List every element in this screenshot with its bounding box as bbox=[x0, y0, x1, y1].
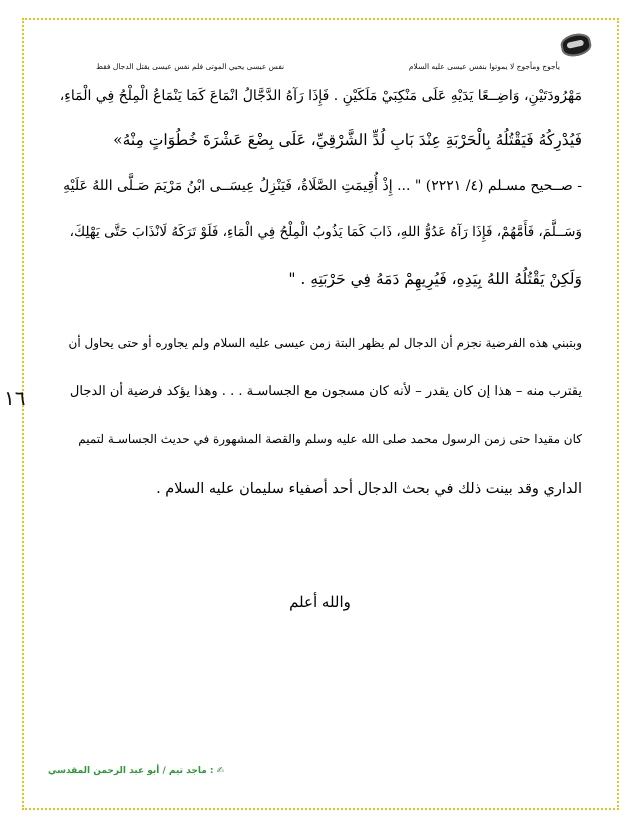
closing-phrase: والله أعلم bbox=[289, 593, 351, 611]
author-footer: ✍ : ماجد تيم / أبو عبد الرحمن المقدسي bbox=[48, 766, 225, 776]
header-left: نفس عيسى يحيي الموتى فلم نفس عيسى يقتل الدجال فقط bbox=[96, 62, 285, 71]
body-line: كان مقيدا حتى زمن الرسول محمد صلى الله عليه وسلم والقصة المشهورة في حديث الجساسـة لتميم bbox=[78, 432, 582, 446]
body-line: يقترب منه – هذا إن كان يقدر – لأنه كان مسجون مع الجساسـة . . . وهذا يؤكد فرضية أن الدجال bbox=[69, 384, 582, 399]
hadith-line: - صــحيح مسـلم (٤/ ٢٢٢١) " ... إِذْ أُقِيمَتِ الصَّلَاةُ، فَيَنْزِلُ عِيسَــى ابْنُ مَرْيَمَ صَـلَّى اللهُ عَلَيْهِ bbox=[63, 178, 582, 194]
body-line: وبتبني هذه الفرضية نجزم أن الدجال لم يظهر البتة زمن عيسى عليه السلام ولم يجاوره أو حتى يحاول أن bbox=[68, 336, 582, 350]
header-right: يأجوج ومأجوج لا يموتوا بنفس عيسى عليه السلام bbox=[408, 62, 560, 71]
body-line: الداري وقد بينت ذلك في بحث الدجال أحد أصفياء سليمان عليه السلام . bbox=[156, 481, 582, 497]
page-number: ١٦ bbox=[4, 386, 26, 410]
hadith-line: فَيُدْرِكُهُ فَيَقْتُلُهُ بِالْحَرْبَةِ عِنْدَ بَابِ لُدٍّ الشَّرْقِيِّ، عَلَى بِضْعَ عَشْرَةَ خُطُوَاتٍ مِنْهُ» bbox=[113, 131, 582, 149]
hadith-line: وَسَــلَّمَ، فَأَمَّهُمْ، فَإِذَا رَآهُ عَدُوُّ اللهِ، ذَابَ كَمَا يَذُوبُ الْمِلْحُ فِي الْمَاءِ، فَلَوْ تَرَكَهُ لَانْذَابَ حَتَّى يَهْلِكَ، bbox=[69, 224, 582, 240]
hadith-line: وَلَكِنْ يَقْتُلُهُ اللهُ بِيَدِهِ، فَيُرِيهِمْ دَمَهُ فِي حَرْبَتِهِ . " bbox=[288, 270, 582, 288]
hadith-line: مَهْرُودَتَيْنِ، وَاضِــعًا يَدَيْهِ عَلَى مَنْكِبَيْ مَلَكَيْنِ . فَإِذَا رَآهُ الدَّجَّالُ انْمَاعَ كَمَا يَنْمَاعُ الْمِلْحُ فِي الْمَاءِ، bbox=[59, 88, 582, 104]
